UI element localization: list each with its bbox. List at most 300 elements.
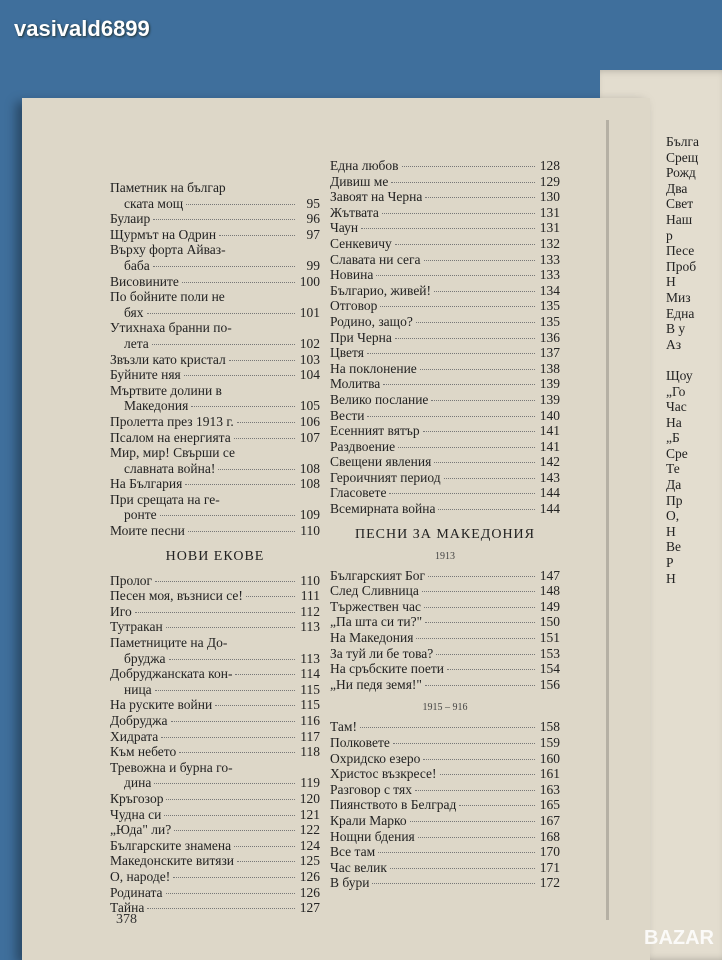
toc-dot-leader <box>229 360 295 361</box>
toc-entry-title: Завоят на Черна <box>330 189 423 205</box>
toc-entry-title: Всемирната война <box>330 501 436 517</box>
right-page-fragment: Щоу <box>666 367 693 383</box>
toc-entry <box>110 242 320 258</box>
toc-entry-page: 159 <box>539 735 560 750</box>
toc-entry-title: ронте <box>124 507 157 523</box>
right-page-fragment: Миз <box>666 289 691 305</box>
toc-entry <box>330 860 560 876</box>
toc-entry <box>330 646 560 662</box>
toc-entry <box>330 875 560 891</box>
toc-entry <box>330 439 560 455</box>
toc-dot-leader <box>424 260 535 261</box>
toc-dot-leader <box>219 235 295 236</box>
toc-entry <box>330 677 560 693</box>
toc-entry-page: 133 <box>539 267 560 283</box>
toc-entry-page: 115 <box>300 697 320 713</box>
toc-entry <box>330 844 560 860</box>
toc-dot-leader <box>153 219 295 220</box>
toc-entry-page: 147 <box>539 567 560 583</box>
toc-dot-leader <box>393 743 535 744</box>
toc-dot-leader <box>188 531 295 532</box>
toc-entry <box>330 797 560 813</box>
toc-dot-leader <box>425 685 535 686</box>
toc-entry-page: 138 <box>539 360 560 376</box>
right-page-fragment: Пр <box>666 492 683 508</box>
toc-dot-leader <box>431 400 535 401</box>
toc-entry-title: След Сливница <box>330 583 419 599</box>
toc-dot-leader <box>155 581 295 582</box>
toc-entry <box>330 470 560 486</box>
toc-dot-leader <box>361 228 535 229</box>
toc-entry-title: Песен моя, възниси се! <box>110 588 243 604</box>
toc-entry-title: лета <box>124 335 149 351</box>
toc-entry-page: 140 <box>539 407 560 423</box>
toc-entry-title: Пролог <box>110 572 153 588</box>
toc-entry-page: 104 <box>299 367 320 383</box>
toc-dot-leader <box>410 821 535 822</box>
toc-entry <box>110 211 320 227</box>
toc-entry-page: 172 <box>539 875 560 891</box>
toc-entry-title: славната война! <box>124 460 216 476</box>
right-page-fragment: В у <box>666 321 686 337</box>
right-page-fragment: Аз <box>666 336 682 352</box>
toc-dot-leader <box>191 406 295 407</box>
toc-entry-title: Новина <box>330 267 374 283</box>
toc-dot-leader <box>152 344 295 345</box>
toc-middle-column <box>330 158 560 891</box>
watermark-username: vasivald6899 <box>14 16 150 41</box>
toc-entry <box>110 305 320 321</box>
toc-entry-title: Жътвата <box>330 204 379 220</box>
toc-entry-title: Дивиш ме <box>330 173 389 189</box>
toc-entry-title: Звъзли като кристал <box>110 351 226 367</box>
toc-entry <box>330 599 560 615</box>
toc-entry-title: На сръбските поети <box>330 661 445 677</box>
toc-entry-title: „Ни педя земя!" <box>330 676 422 692</box>
toc-entry <box>110 492 320 508</box>
toc-entry-title: Чудна си <box>110 806 162 822</box>
toc-entry-page: 139 <box>539 391 560 407</box>
toc-entry-page: 130 <box>539 189 560 205</box>
toc-dot-leader <box>234 438 295 439</box>
right-page-fragment: На <box>666 414 682 430</box>
toc-entry-title: Гласовете <box>330 485 387 501</box>
toc-entry-page: 106 <box>299 413 320 429</box>
toc-entry-title: Героичният период <box>330 469 441 485</box>
toc-dot-leader <box>154 783 295 784</box>
toc-entry <box>330 766 560 782</box>
toc-entry-page: 129 <box>539 173 560 189</box>
right-page-text-fragments <box>666 134 699 586</box>
toc-dot-leader <box>422 591 535 592</box>
section-subheading-years-1915-916: 1915 – 916 <box>422 702 468 714</box>
toc-entry <box>330 376 560 392</box>
toc-entry-page: 122 <box>299 822 320 838</box>
toc-dot-leader <box>438 509 535 510</box>
toc-entry-title: Иго <box>110 603 132 619</box>
toc-entry-title: Пролетта през 1913 г. <box>110 413 234 429</box>
toc-dot-leader <box>135 612 295 613</box>
toc-entry-page: 109 <box>299 507 320 523</box>
toc-entry-title: Пиянството в Белград <box>330 797 457 813</box>
toc-dot-leader <box>425 197 535 198</box>
toc-entry-title: Тутракан <box>110 619 163 635</box>
toc-entry-page: 139 <box>539 376 560 392</box>
toc-dot-leader <box>367 353 535 354</box>
toc-entry-title: Българските знамена <box>110 837 232 853</box>
toc-entry <box>110 523 320 539</box>
toc-entry-title: баба <box>124 257 150 273</box>
toc-entry-page: 112 <box>300 603 320 619</box>
toc-dot-leader <box>185 484 295 485</box>
toc-entry-page: 116 <box>300 713 320 728</box>
toc-dot-leader <box>147 313 296 314</box>
toc-entry <box>110 651 320 667</box>
toc-entry-page: 102 <box>299 335 320 351</box>
toc-entry <box>110 729 320 745</box>
toc-entry <box>330 661 560 677</box>
toc-dot-leader <box>418 837 535 838</box>
toc-dot-leader <box>173 877 295 878</box>
toc-entry-page: 136 <box>539 329 560 345</box>
toc-entry <box>110 666 320 682</box>
toc-entry-title: Тревожна и бурна го- <box>110 759 233 775</box>
toc-dot-leader <box>166 893 295 894</box>
toc-entry <box>110 869 320 885</box>
toc-dot-leader <box>160 515 295 516</box>
toc-dot-leader <box>166 799 295 800</box>
toc-entry-title: Чаун <box>330 220 359 236</box>
toc-entry <box>330 174 560 190</box>
toc-dot-leader <box>415 790 535 791</box>
toc-entry <box>330 782 560 798</box>
toc-entry-title: На България <box>110 476 183 492</box>
toc-dot-leader <box>184 375 295 376</box>
toc-entry-page: 141 <box>539 423 560 439</box>
section-subheading-year-1913: 1913 <box>435 550 455 562</box>
toc-entry <box>330 283 560 299</box>
toc-entry <box>330 454 560 470</box>
toc-entry <box>110 760 320 776</box>
toc-dot-leader <box>425 622 535 623</box>
toc-dot-leader <box>434 291 535 292</box>
toc-dot-leader <box>380 306 535 307</box>
toc-dot-leader <box>436 654 535 655</box>
toc-entry <box>110 320 320 336</box>
toc-entry-page: 108 <box>299 460 320 476</box>
toc-entry-title: Нощни бдения <box>330 828 415 844</box>
toc-entry <box>330 501 560 517</box>
toc-entry <box>330 189 560 205</box>
right-page-fragment: Два <box>666 180 688 196</box>
toc-dot-leader <box>459 805 535 806</box>
toc-entry <box>110 227 320 243</box>
toc-entry-title: Свещени явления <box>330 454 432 470</box>
toc-entry-title: бях <box>124 304 144 320</box>
toc-entry-page: 144 <box>539 501 560 517</box>
toc-dot-leader <box>153 266 295 267</box>
toc-entry-title: Молитва <box>330 376 381 392</box>
toc-entry <box>110 807 320 823</box>
toc-dot-leader <box>424 607 535 608</box>
toc-entry <box>330 408 560 424</box>
toc-dot-leader <box>398 447 535 448</box>
toc-entry-page: 127 <box>299 900 320 916</box>
right-page-fragment: Н <box>666 274 676 290</box>
toc-entry-page: 135 <box>539 313 560 329</box>
toc-dot-leader <box>428 576 535 577</box>
toc-entry-title: Разговор с тях <box>330 781 412 797</box>
toc-dot-leader <box>383 384 535 385</box>
toc-entry <box>330 392 560 408</box>
toc-entry <box>110 336 320 352</box>
toc-entry-title: О, народе! <box>110 868 171 884</box>
toc-entry-page: 131 <box>539 220 560 236</box>
right-page-fragment: О, <box>666 508 680 524</box>
toc-dot-leader <box>382 213 535 214</box>
right-page-fragment: Сре <box>666 445 688 461</box>
toc-entry-title: На Македония <box>330 630 414 646</box>
toc-dot-leader <box>395 338 535 339</box>
toc-entry <box>330 361 560 377</box>
toc-entry-page: 141 <box>539 438 560 454</box>
toc-entry-title: За туй ли бе това? <box>330 645 434 661</box>
toc-left-column <box>110 180 320 916</box>
right-page-fragment: Час <box>666 399 687 415</box>
toc-entry-title: Все там <box>330 844 376 860</box>
toc-entry-title: Една любов <box>330 158 399 173</box>
toc-entry-title: Вести <box>330 407 365 423</box>
toc-entry-page: 132 <box>539 235 560 251</box>
toc-dot-leader <box>234 846 295 847</box>
toc-entry <box>110 476 320 492</box>
toc-dot-leader <box>218 469 295 470</box>
toc-dot-leader <box>235 674 295 675</box>
toc-entry <box>330 205 560 221</box>
toc-dot-leader <box>416 638 535 639</box>
toc-entry-page: 163 <box>539 781 560 797</box>
right-page-fragment: Една <box>666 305 695 321</box>
right-page-fragment: Рожд <box>666 165 696 181</box>
toc-entry-title: Към небето <box>110 744 177 760</box>
toc-entry-page: 96 <box>306 211 320 227</box>
toc-dot-leader <box>378 852 535 853</box>
toc-entry-page: 128 <box>539 158 560 173</box>
right-page-fragment: Ве <box>666 539 681 555</box>
toc-entry <box>110 383 320 399</box>
toc-entry <box>330 252 560 268</box>
toc-dot-leader <box>376 275 535 276</box>
toc-entry-title: Велико послание <box>330 391 429 407</box>
section-heading-novi-ekove: НОВИ ЕКОВЕ <box>165 548 265 564</box>
toc-entry-title: Паметниците на До- <box>110 635 228 651</box>
toc-entry-page: 142 <box>539 454 560 470</box>
toc-entry-title: Христос възкресе! <box>330 766 437 782</box>
toc-entry <box>110 853 320 869</box>
toc-entry <box>110 713 320 729</box>
toc-entry-page: 119 <box>300 775 320 791</box>
toc-entry-title: Мъртвите долини в <box>110 382 222 398</box>
toc-entry-page: 126 <box>299 868 320 884</box>
toc-entry <box>110 619 320 635</box>
toc-entry-title: На руските войни <box>110 697 213 713</box>
toc-entry <box>330 751 560 767</box>
toc-dot-leader <box>237 861 295 862</box>
toc-entry-page: 167 <box>539 812 560 828</box>
right-page-fragment: „Го <box>666 383 686 399</box>
toc-entry-title: Охридско езеро <box>330 750 421 766</box>
toc-entry <box>330 583 560 599</box>
right-page-fragment <box>666 352 699 368</box>
toc-entry <box>110 682 320 698</box>
toc-dot-leader <box>166 627 295 628</box>
toc-entry <box>110 838 320 854</box>
toc-dot-leader <box>155 690 295 691</box>
toc-entry-page: 99 <box>306 257 320 273</box>
toc-entry-title: Псалом на енергията <box>110 429 231 445</box>
toc-entry <box>110 635 320 651</box>
toc-entry-page: 108 <box>299 476 320 492</box>
right-page-fragment: Проб <box>666 258 697 274</box>
toc-dot-leader <box>164 815 295 816</box>
toc-entry-page: 103 <box>299 351 320 367</box>
toc-entry <box>110 398 320 414</box>
toc-entry-page: 101 <box>299 304 320 320</box>
right-page-fragment: р <box>666 227 673 243</box>
toc-entry <box>110 744 320 760</box>
toc-entry <box>110 900 320 916</box>
toc-entry-page: 158 <box>539 719 560 735</box>
toc-entry-page: 149 <box>539 598 560 614</box>
toc-entry <box>110 775 320 791</box>
toc-entry-title: Македонските витязи <box>110 853 235 869</box>
toc-dot-leader <box>367 416 535 417</box>
toc-entry-page: 137 <box>539 345 560 361</box>
toc-entry-title: Висовините <box>110 273 179 289</box>
page-gutter <box>606 120 609 920</box>
toc-dot-leader <box>147 908 295 909</box>
toc-entry <box>110 180 320 196</box>
toc-entry <box>110 258 320 274</box>
toc-entry <box>110 507 320 523</box>
toc-dot-leader <box>423 431 535 432</box>
toc-entry-page: 148 <box>539 583 560 599</box>
toc-entry-title: Сенкевичу <box>330 235 392 251</box>
toc-entry-title: На поклонение <box>330 360 417 376</box>
toc-entry-title: Българският Бог <box>330 567 426 583</box>
right-page-fragment: Песе <box>666 243 695 259</box>
toc-entry-page: 161 <box>539 766 560 782</box>
toc-entry-title: Цветя <box>330 345 364 361</box>
toc-entry-title: При Черна <box>330 329 392 345</box>
toc-dot-leader <box>390 868 535 869</box>
toc-entry-page: 144 <box>539 485 560 501</box>
toc-entry <box>330 345 560 361</box>
toc-entry-page: 113 <box>300 619 320 635</box>
toc-entry-title: Буйните няя <box>110 367 181 383</box>
toc-entry-page: 118 <box>300 744 320 760</box>
page-number: 378 <box>116 912 137 927</box>
toc-entry <box>330 614 560 630</box>
toc-dot-leader <box>434 462 535 463</box>
right-page-fragment: Наш <box>666 211 693 227</box>
toc-entry-title: бруджа <box>124 650 166 666</box>
right-page-fragment: Р <box>666 555 674 571</box>
toc-entry <box>330 719 560 735</box>
toc-entry-page: 131 <box>539 204 560 220</box>
toc-dot-leader <box>444 478 535 479</box>
toc-entry-title: Добруджанската кон- <box>110 666 233 682</box>
toc-entry-page: 156 <box>539 676 560 692</box>
right-page-fragment: Бълга <box>666 134 699 149</box>
toc-entry-title: Утихнаха бранни по- <box>110 320 232 336</box>
toc-dot-leader <box>182 282 295 283</box>
toc-entry-title: Раздвоение <box>330 438 396 454</box>
toc-entry-title: Родината <box>110 884 163 900</box>
toc-entry-title: Полковете <box>330 735 390 750</box>
toc-dot-leader <box>186 204 295 205</box>
toc-entry-page: 153 <box>539 645 560 661</box>
toc-entry-page: 154 <box>539 661 560 677</box>
toc-entry <box>110 461 320 477</box>
toc-entry <box>330 568 560 584</box>
toc-dot-leader <box>372 883 535 884</box>
right-page-fragment: Н <box>666 523 676 539</box>
toc-entry-title: Хидрата <box>110 728 159 744</box>
toc-entry-page: 125 <box>299 853 320 869</box>
toc-entry-page: 121 <box>299 806 320 822</box>
toc-entry-page: 143 <box>539 469 560 485</box>
toc-entry-page: 117 <box>300 728 320 744</box>
toc-entry <box>110 588 320 604</box>
toc-dot-leader <box>416 322 535 323</box>
toc-entry-title: Щурмът на Одрин <box>110 226 217 242</box>
right-page-fragment: Да <box>666 477 682 493</box>
toc-entry-title: Моите песни <box>110 523 185 539</box>
right-page-fragment: Н <box>666 570 676 586</box>
toc-entry-page: 115 <box>300 681 320 697</box>
toc-entry-title: „Юда" ли? <box>110 822 172 838</box>
toc-entry <box>110 573 320 589</box>
toc-entry-page: 95 <box>306 195 320 211</box>
toc-dot-leader <box>395 244 535 245</box>
toc-entry <box>330 236 560 252</box>
toc-entry <box>330 423 560 439</box>
toc-dot-leader <box>389 493 535 494</box>
site-logo: BAZAR <box>644 927 714 949</box>
toc-entry-title: Върху форта Айваз- <box>110 242 226 258</box>
right-page-fragment: Свет <box>666 196 694 212</box>
toc-entry <box>330 330 560 346</box>
toc-entry-title: При срещата на ге- <box>110 491 220 507</box>
toc-entry-page: 168 <box>539 828 560 844</box>
toc-dot-leader <box>179 752 295 753</box>
toc-entry-page: 170 <box>539 844 560 860</box>
toc-entry-page: 135 <box>539 298 560 314</box>
toc-entry-title: дина <box>124 775 152 791</box>
toc-entry-title: Час велик <box>330 859 387 875</box>
toc-entry <box>110 289 320 305</box>
toc-dot-leader <box>215 705 295 706</box>
toc-entry-title: Там! <box>330 719 357 735</box>
toc-entry <box>330 158 560 174</box>
toc-entry-title: В бури <box>330 875 370 891</box>
toc-entry <box>110 430 320 446</box>
toc-entry-title: Паметник на българ <box>110 180 226 195</box>
toc-entry-title: „Па шта си ти?" <box>330 614 423 630</box>
toc-entry-title: Тайна <box>110 900 145 916</box>
toc-dot-leader <box>447 669 535 670</box>
